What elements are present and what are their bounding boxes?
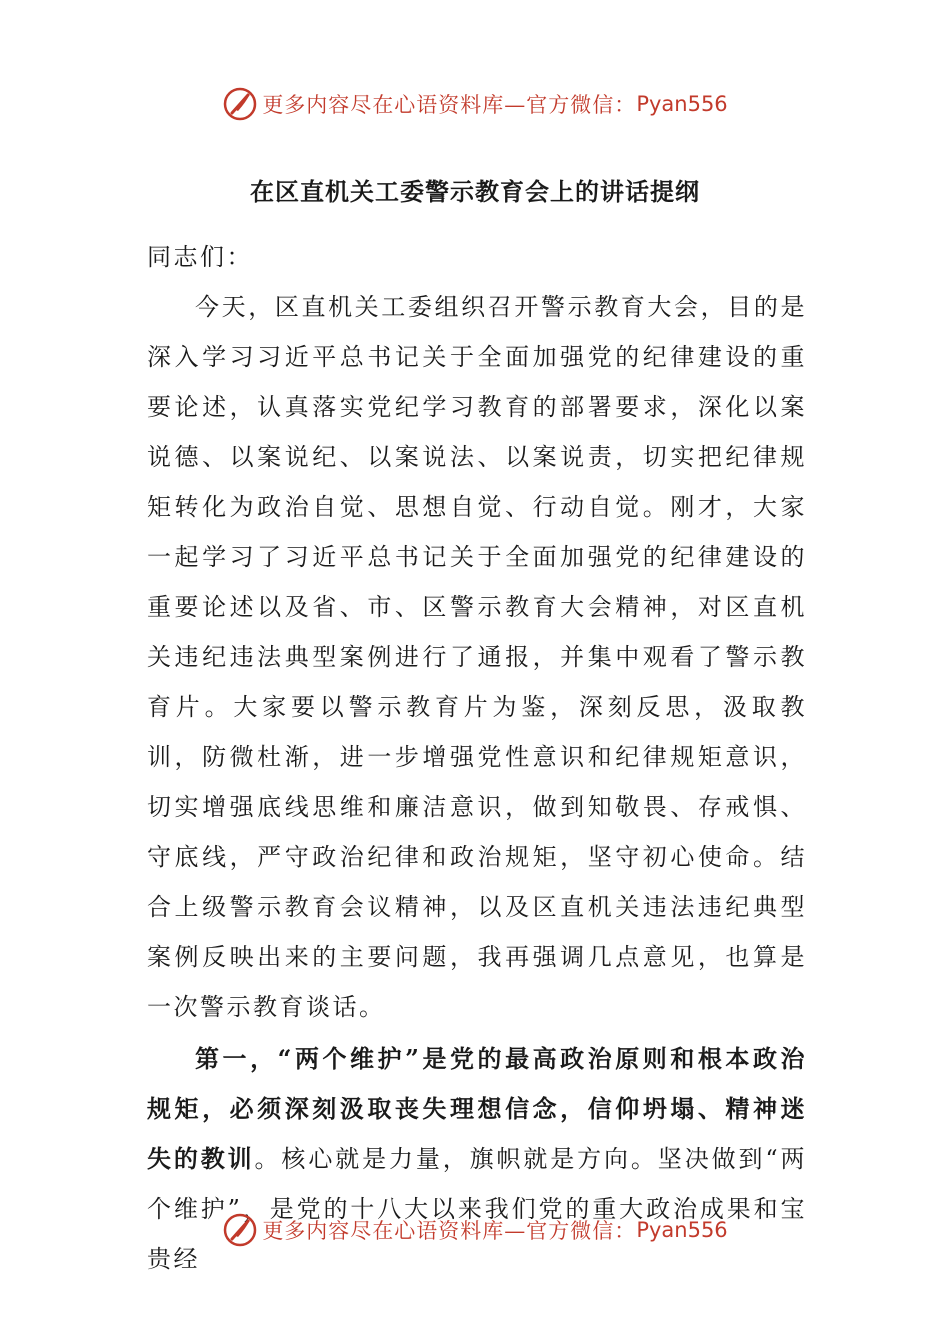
banner-text: 更多内容尽在心语资料库—官方微信： <box>262 93 637 117</box>
footer-banner <box>0 1210 950 1250</box>
quill-logo-icon <box>222 1212 258 1248</box>
document-title: 在区直机关工委警示教育会上的讲话提纲 <box>250 177 700 206</box>
banner-wechat-id: Pyan556 <box>636 92 728 116</box>
section-heading: 第一，“两个维护”是党的最高政治原则和根本政治规矩，必须深刻汲取丧失理想信念，信仰坍塌、精神迷失的教训 <box>147 1044 807 1173</box>
banner-wechat-id: Pyan556 <box>636 1218 728 1242</box>
document-body <box>147 232 807 1284</box>
quill-logo-icon <box>222 86 258 122</box>
paragraph: 今天，区直机关工委组织召开警示教育大会，目的是深入学习习近平总书记关于全面加强党的纪律建设的重要论述，认真落实党纪学习教育的部署要求，深化以案说德、以案说纪、以案说法、以案说责，切实把纪律规矩转化为政治自觉、思想自觉、行动自觉。刚才，大家一起学习了习近平总书记关于全面加强党的纪律建设的重要论述以及省、市、区警示教育大会精神，对区直机关违纪违法典型案例进行了通报，并集中观看了警示教育片。大家要以警示教育片为鉴，深刻反思，汲取教训，防微杜渐，进一步增强党性意识和纪律规矩意识，切实增强底线思维和廉洁意识，做到知敬畏、存戒惧、守底线，严守政治纪律和政治规矩，坚守初心使命。结合上级警示教育会议精神，以及区直机关违法违纪典型案例反映出来的主要问题，我再强调几点意见，也算是一次警示教育谈话。 <box>147 293 807 1021</box>
banner-text: 更多内容尽在心语资料库—官方微信： <box>262 1219 637 1243</box>
header-banner <box>0 84 950 124</box>
paragraph-text: 。核心就是力量，旗帜就是方向。坚决做到“两个维护”，是党的十八大以来我们党的重大政治成果和宝贵经 <box>147 1145 807 1273</box>
salutation: 同志们： <box>147 243 253 271</box>
